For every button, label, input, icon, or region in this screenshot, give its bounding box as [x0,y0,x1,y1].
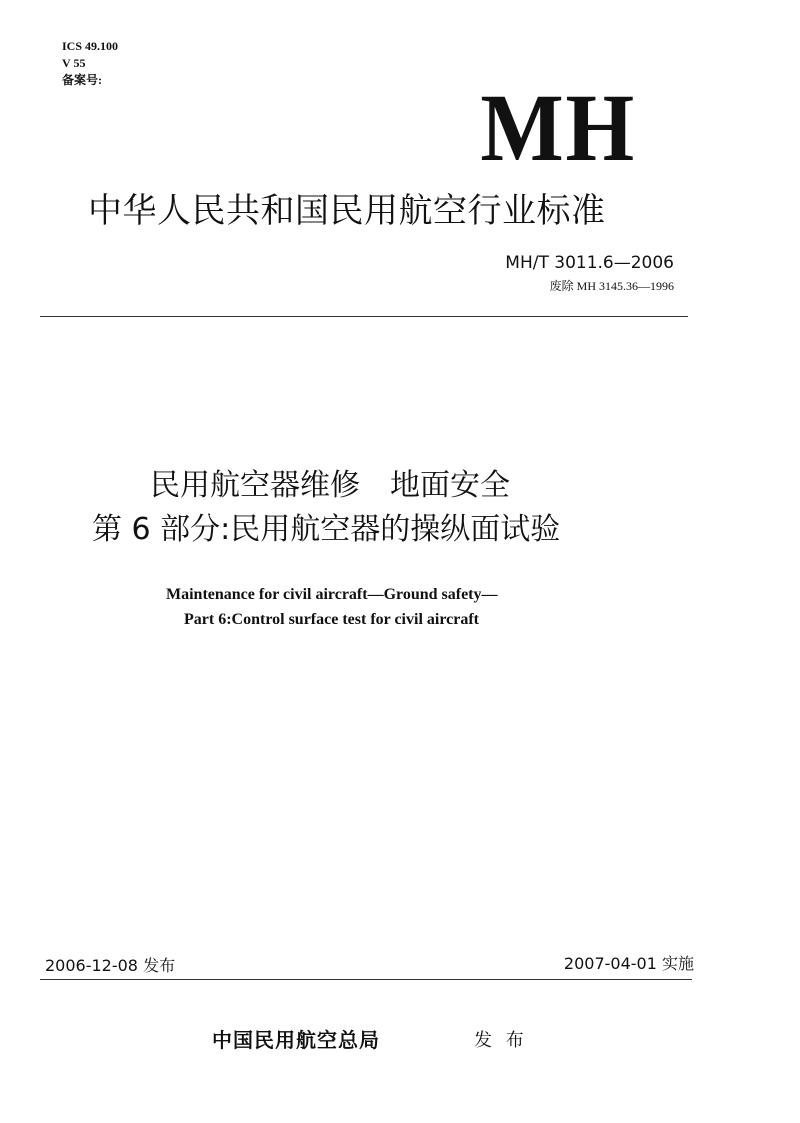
issue-date: 2006-12-08 发布 [45,956,176,975]
title-en-line2: Part 6:Control surface test for civil aircraft [184,611,480,628]
title-zh-line2: 第 6 部分:民用航空器的操纵面试验 [92,512,561,547]
standard-number: MH/T 3011.6—2006 [505,253,674,273]
title-en-line1: Maintenance for civil aircraft—Ground safety— [166,586,498,603]
mh-logo: MH [480,74,637,181]
implementation-date: 2007-04-01 实施 [563,954,694,973]
record-number-label: 备案号: [62,73,102,87]
title-zh-line1: 民用航空器维修 地面安全 [150,468,510,503]
classification-code: V 55 [62,56,86,70]
top-divider [40,316,688,317]
replaced-standard: 废除 MH 3145.36—1996 [549,279,674,293]
industry-standard-title: 中华人民共和国民用航空行业标准 [88,191,606,231]
ics-code: ICS 49.100 [62,39,119,53]
bottom-divider [40,979,692,980]
publish-label: 发 布 [474,1030,528,1051]
publisher-name: 中国民用航空总局 [212,1028,380,1052]
